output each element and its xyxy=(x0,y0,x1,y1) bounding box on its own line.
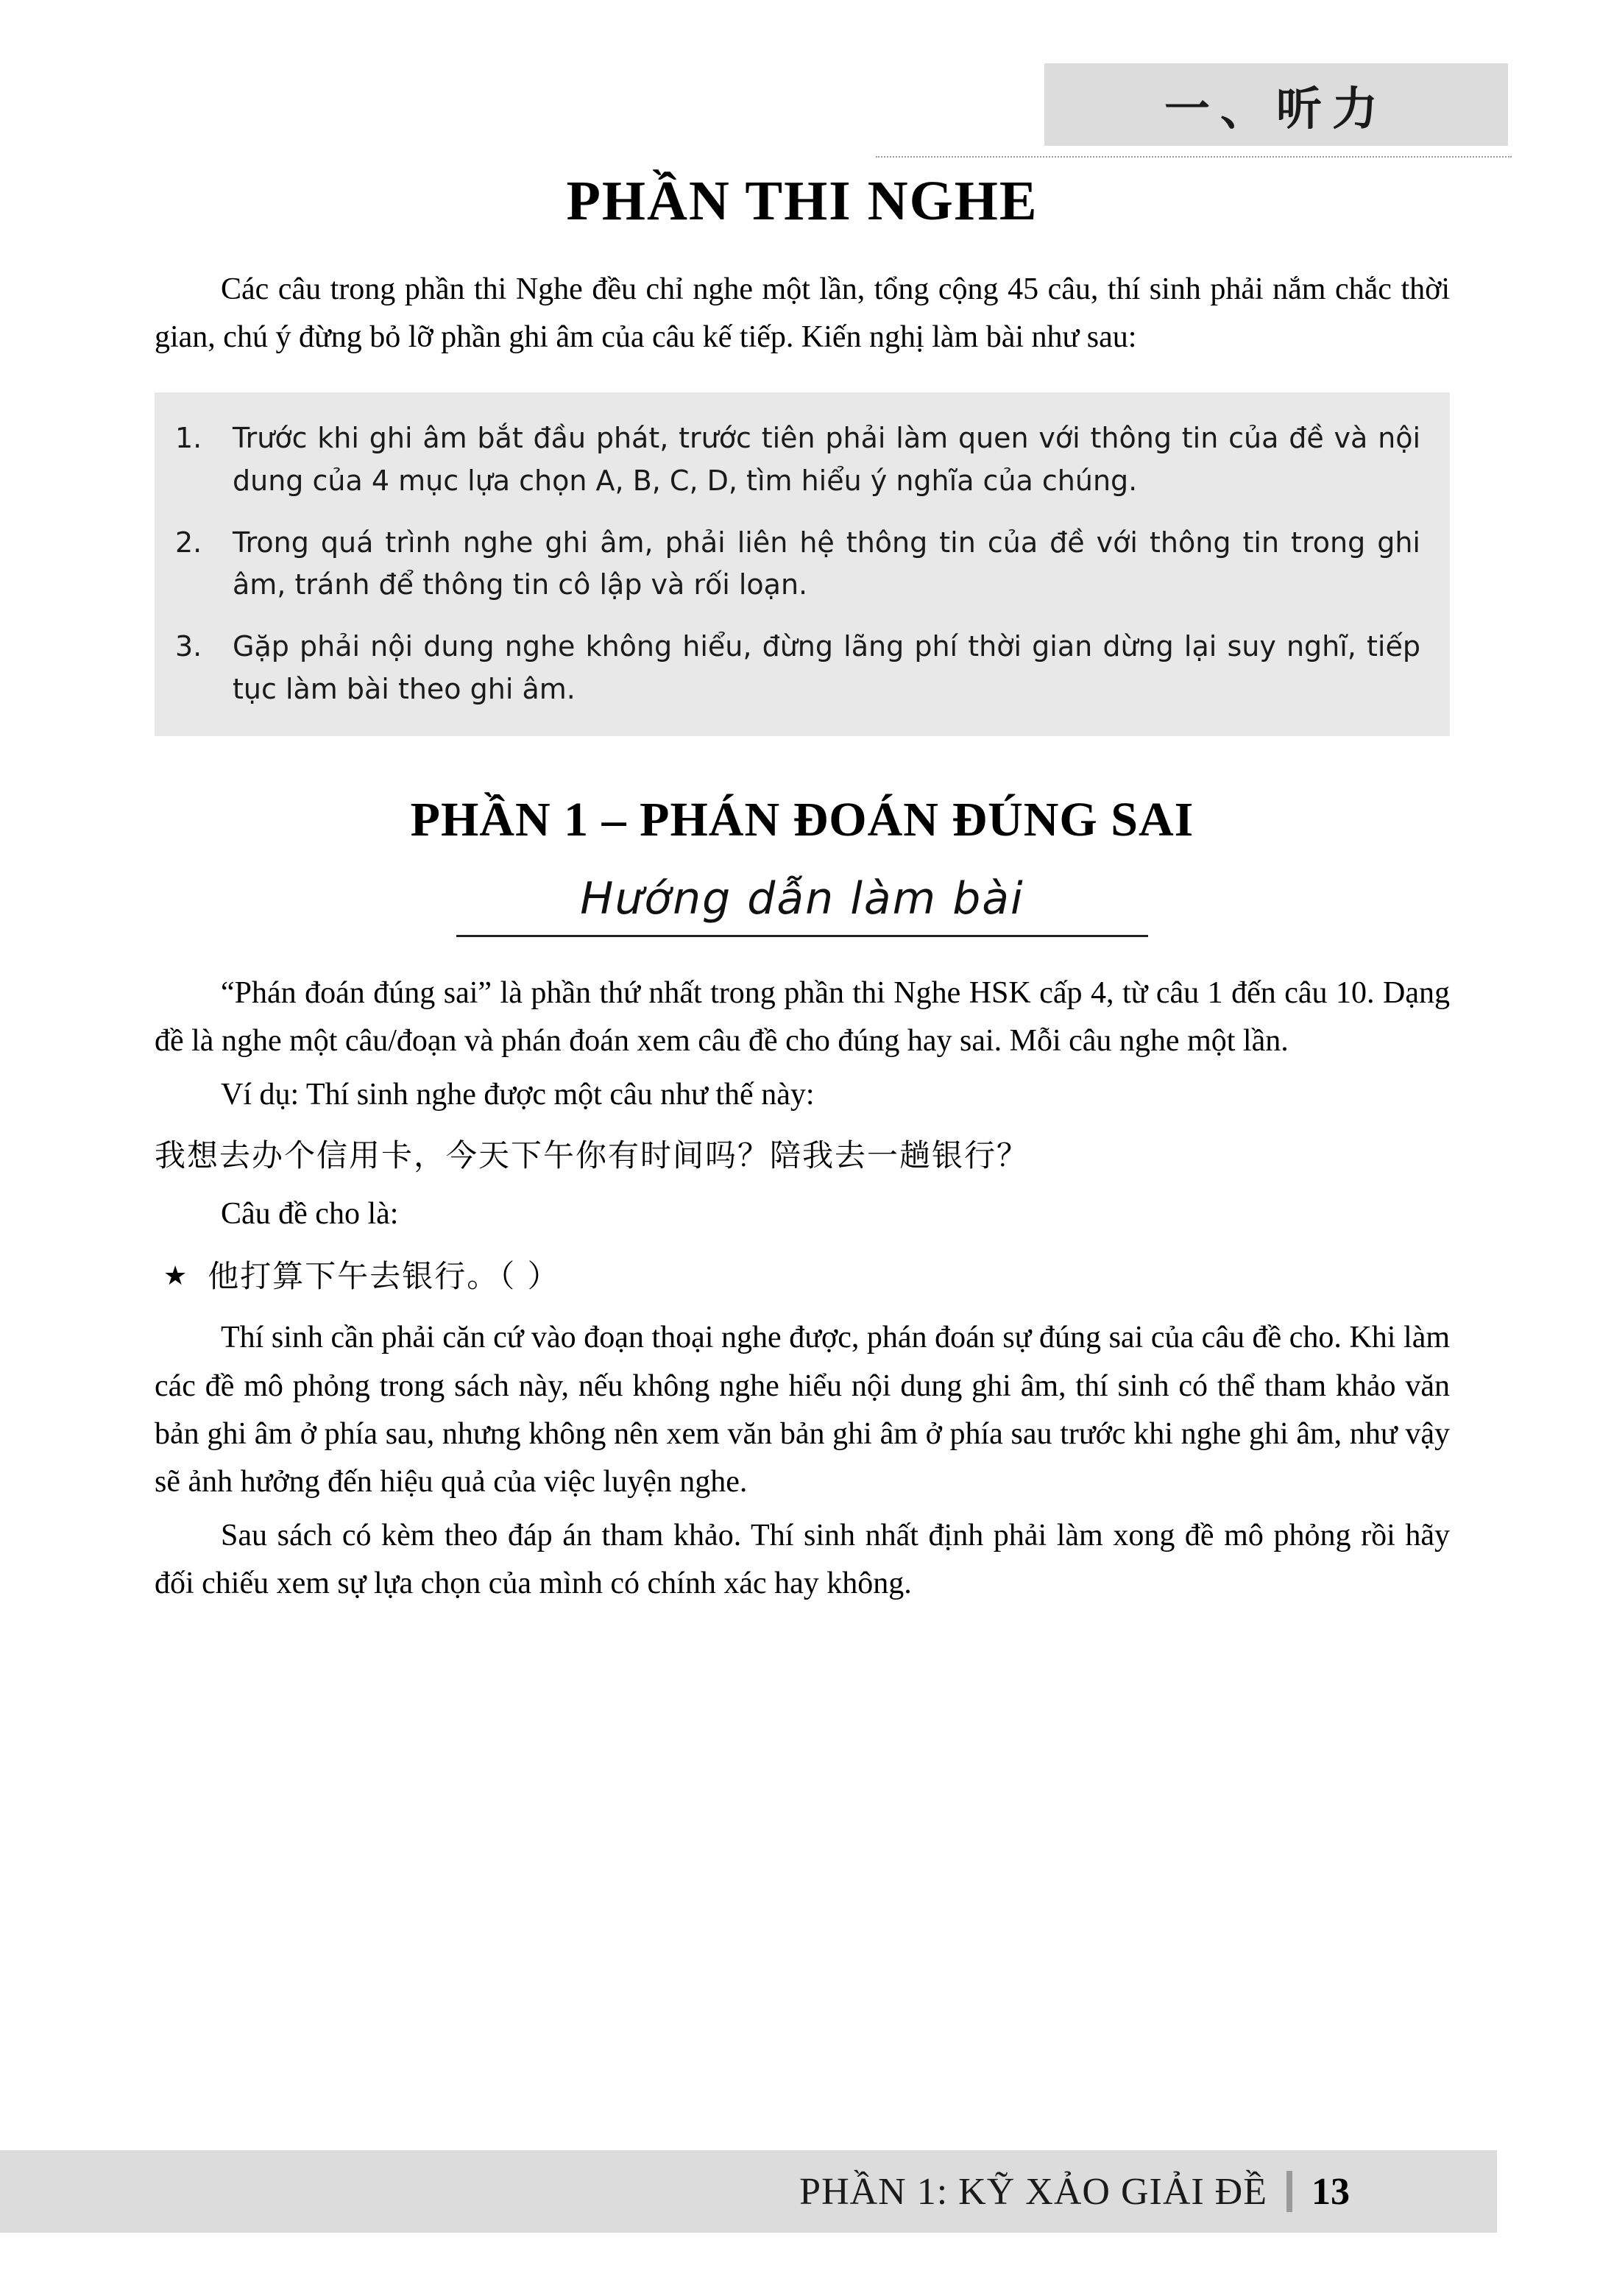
guide-heading xyxy=(155,873,1450,937)
star-icon: ★ xyxy=(163,1261,189,1292)
body-paragraph: “Phán đoán đúng sai” là phần thứ nhất trong phần thi Nghe HSK cấp 4, từ câu 1 đến câu 10. Dạng đề là nghe một câu/đoạn và phán đoán xem câu đề cho đúng hay sai. Mỗi câu nghe một lần. xyxy=(155,975,1450,1058)
tip-text: Trong quá trình nghe ghi âm, phải liên hệ thông tin của đề với thông tin trong ghi âm, tránh để thông tin cô lập và rối loạn. xyxy=(233,526,1420,601)
tip-number: 2. xyxy=(175,526,202,559)
page-number: 13 xyxy=(1311,2170,1350,2213)
section-title: PHẦN 1 – PHÁN ĐOÁN ĐÚNG SAI xyxy=(410,792,1194,847)
example-statement-row xyxy=(155,1251,1450,1301)
example-statement-text: 他打算下午去银行。（ ） xyxy=(208,1258,560,1295)
tip-number: 3. xyxy=(175,630,202,663)
example-chinese-sentence: 我想去办个信用卡，今天下午你有时间吗？陪我去一趟银行？ xyxy=(155,1137,1030,1173)
page-header xyxy=(0,38,1600,135)
chapter-tab-label: 一、听力 xyxy=(1164,81,1388,135)
list-item xyxy=(175,522,1420,607)
guide-heading-label: Hướng dẫn làm bài xyxy=(580,872,1024,925)
body-paragraph: Sau sách có kèm theo đáp án tham khảo. Thí sinh nhất định phải làm xong đề mô phỏng rồi hãy đối chiếu xem sự lựa chọn của mình có chính xác hay không. xyxy=(155,1518,1450,1600)
page-footer xyxy=(0,2150,1600,2233)
chapter-tab xyxy=(1044,63,1508,146)
body-paragraph: Ví dụ: Thí sinh nghe được một câu như thế này: xyxy=(221,1077,815,1112)
example-label: Câu đề cho là: xyxy=(221,1197,399,1232)
guide-heading-underline xyxy=(456,935,1148,937)
list-item xyxy=(175,417,1420,503)
footer-divider xyxy=(1286,2171,1292,2212)
tip-text: Gặp phải nội dung nghe không hiểu, đừng lãng phí thời gian dừng lại suy nghĩ, tiếp tục làm bài theo ghi âm. xyxy=(233,630,1420,705)
footer-content xyxy=(799,2150,1497,2233)
page-title: PHẦN THI NGHE xyxy=(566,170,1038,232)
header-dotted-rule xyxy=(876,156,1512,158)
tips-box xyxy=(155,392,1450,736)
tip-text: Trước khi ghi âm bắt đầu phát, trước tiên phải làm quen với thông tin của đề và nội dung của 4 mục lựa chọn A, B, C, D, tìm hiểu ý nghĩa của chúng. xyxy=(233,422,1420,497)
page-content xyxy=(155,169,1450,1614)
list-item xyxy=(175,626,1420,711)
tip-number: 1. xyxy=(175,422,202,455)
body-paragraph: Thí sinh cần phải căn cứ vào đoạn thoại nghe được, phán đoán sự đúng sai của câu đề cho. Khi làm các đề mô phỏng trong sách này, nếu không nghe hiểu nội dung ghi âm, thí sinh có thể tham khảo văn bản ghi âm ở phía sau, nhưng không nên xem văn bản ghi âm ở phía sau trước khi nghe ghi âm, như vậy sẽ ảnh hưởng đến hiệu quả của việc luyện nghe. xyxy=(155,1321,1450,1499)
intro-paragraph: Các câu trong phần thi Nghe đều chỉ nghe một lần, tổng cộng 45 câu, thí sinh phải nắm chắc thời gian, chú ý đừng bỏ lỡ phần ghi âm của câu kế tiếp. Kiến nghị làm bài như sau: xyxy=(155,272,1450,355)
footer-title: PHẦN 1: KỸ XẢO GIẢI ĐỀ xyxy=(799,2170,1267,2213)
